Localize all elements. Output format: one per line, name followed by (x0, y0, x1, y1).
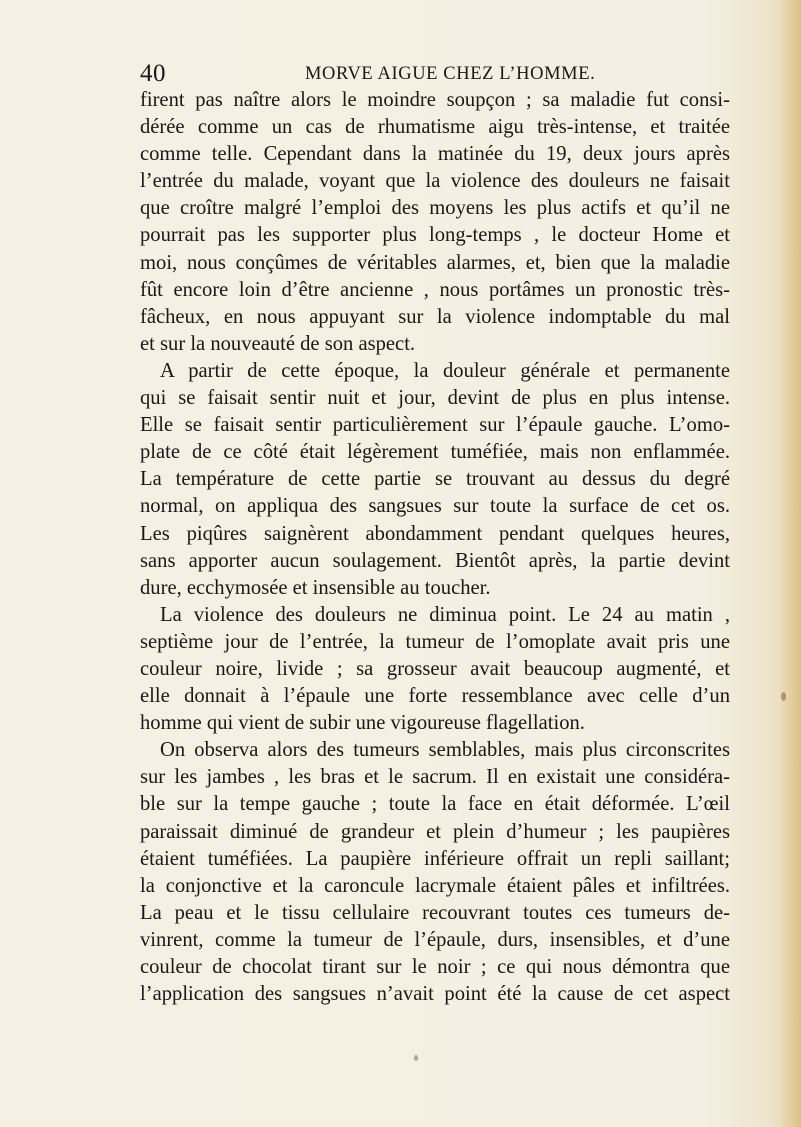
text-line: la conjonctive et la caroncule lacrymale étaient pâles et infiltrées. (140, 874, 730, 897)
text-line: couleur noire, livide ; sa grosseur avait beaucoup augmenté, et (140, 657, 730, 680)
text-line: La peau et le tissu cellulaire recouvrant toutes ces tumeurs de- (140, 901, 730, 924)
text-line: dure, ecchymosée et insensible au toucher. (140, 576, 491, 599)
text-line: moi, nous conçûmes de véritables alarmes, et, bien que la maladie (140, 251, 730, 274)
text-line: sur les jambes , les bras et le sacrum. Il en existait une considéra- (140, 766, 730, 789)
page-header (140, 60, 730, 90)
text-line: qui se faisait sentir nuit et jour, devint de plus en plus intense. (140, 387, 730, 410)
text-line: et sur la nouveauté de son aspect. (140, 332, 416, 355)
text-line: Elle se faisait sentir particulièrement sur l’épaule gauche. L’omo- (140, 414, 730, 437)
page-number: 40 (140, 60, 166, 87)
text-line: La température de cette partie se trouvant au dessus du degré (140, 468, 730, 491)
text-line: vinrent, comme la tumeur de l’épaule, durs, insensibles, et d’une (140, 928, 730, 951)
paper-stain (414, 1055, 418, 1061)
text-line: Les piqûres saignèrent abondamment pendant quelques heures, (140, 522, 730, 545)
text-line: sans apporter aucun soulagement. Bientôt après, la partie devint (140, 549, 730, 572)
text-line: plate de ce côté était légèrement tuméfiée, mais non enflammée. (140, 441, 730, 464)
text-line: firent pas naître alors le moindre soupçon ; sa maladie fut consi- (140, 89, 730, 111)
text-line: ble sur la tempe gauche ; toute la face en était déformée. L’œil (140, 793, 730, 816)
paper-stain (781, 692, 786, 701)
body-text (140, 87, 730, 1008)
text-line: A partir de cette époque, la douleur générale et permanente (160, 359, 730, 382)
text-line: La violence des douleurs ne diminua point. Le 24 au matin , (160, 603, 730, 626)
text-line: fâcheux, en nous appuyant sur la violence indomptable du mal (140, 305, 730, 328)
text-line: paraissait diminué de grandeur et plein d’humeur ; les paupières (140, 820, 730, 843)
text-line: dérée comme un cas de rhumatisme aigu très-intense, et traitée (140, 116, 730, 139)
running-title: MORVE AIGUE CHEZ L’HOMME. (305, 64, 596, 84)
text-line: pourrait pas les supporter plus long-temps , le docteur Home et (140, 224, 730, 247)
text-line: étaient tuméfiées. La paupière inférieure offrait un repli saillant; (140, 847, 730, 870)
text-line: homme qui vient de subir une vigoureuse flagellation. (140, 712, 585, 735)
text-line: l’application des sangsues n’avait point été la cause de cet aspect (140, 983, 730, 1006)
text-line: On observa alors des tumeurs semblables, mais plus circonscrites (160, 739, 730, 762)
text-line: l’entrée du malade, voyant que la violence des douleurs ne faisait (140, 170, 730, 193)
text-line: comme telle. Cependant dans la matinée du 19, deux jours après (140, 143, 730, 166)
text-line: elle donnait à l’épaule une forte ressemblance avec celle d’un (140, 685, 730, 708)
text-line: normal, on appliqua des sangsues sur toute la surface de cet os. (140, 495, 730, 518)
text-line: fût encore loin d’être ancienne , nous portâmes un pronostic très- (140, 278, 730, 301)
text-line: septième jour de l’entrée, la tumeur de l’omoplate avait pris une (140, 630, 730, 653)
text-line: que croître malgré l’emploi des moyens les plus actifs et qu’il ne (140, 197, 730, 220)
text-line: couleur de chocolat tirant sur le noir ; ce qui nous démontra que (140, 956, 730, 978)
page-edge-discoloration (779, 0, 801, 1127)
